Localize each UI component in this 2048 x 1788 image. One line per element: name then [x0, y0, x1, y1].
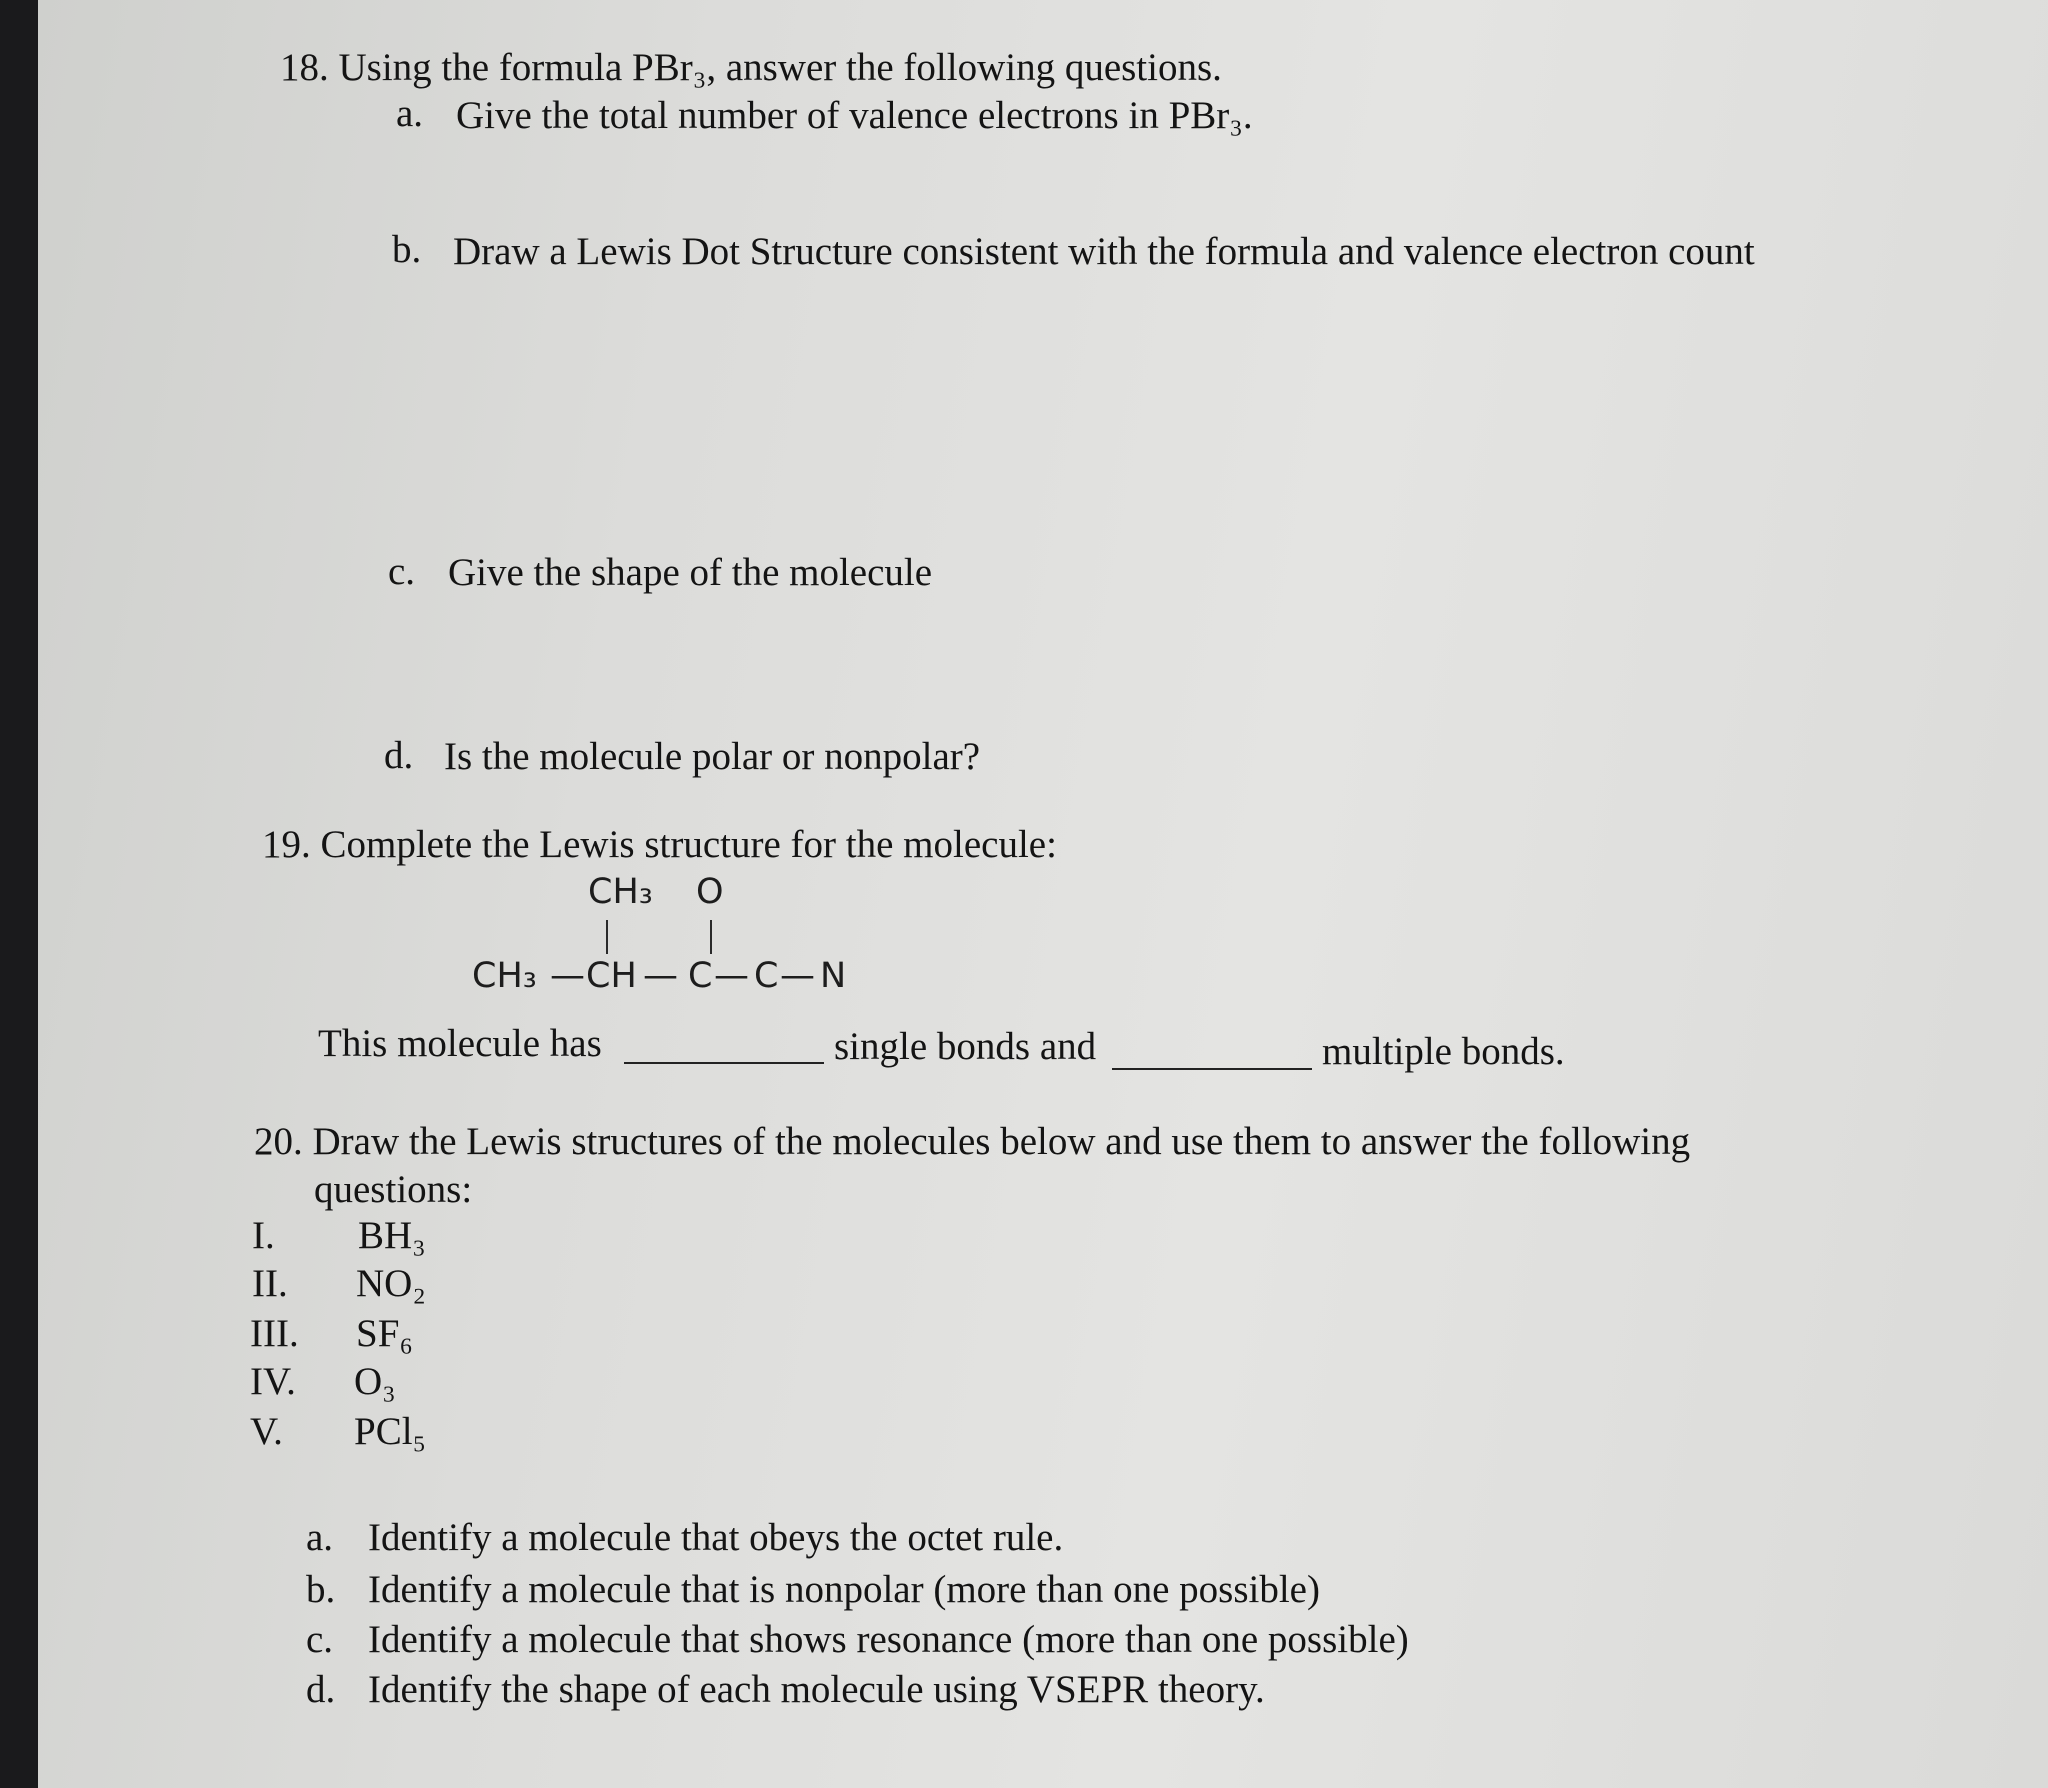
q20c-letter: c. [306, 1618, 334, 1661]
q20a-letter: a. [306, 1516, 334, 1559]
molecule-numeral-1: I. [252, 1214, 275, 1257]
multiple-bonds-blank[interactable] [1112, 1068, 1312, 1070]
q18d-text: Is the molecule polar or nonpolar? [444, 735, 981, 778]
bond-dash-3: — [714, 956, 749, 996]
q18c-text: Give the shape of the molecule [448, 551, 933, 594]
worksheet-page [38, 0, 2048, 1788]
molecule-formula-o3: O₃ [354, 1360, 396, 1403]
q19-sentence-start: This molecule has [318, 1022, 602, 1065]
chain-ch3: CH₃ [472, 956, 537, 996]
q20-title-line1: 20. Draw the Lewis structures of the molecules below and use them to answer the following [254, 1120, 1691, 1163]
q19-sentence-end: multiple bonds. [1322, 1030, 1565, 1073]
bond-dash-4: — [780, 956, 815, 996]
q20c-text: Identify a molecule that shows resonance (more than one possible) [368, 1618, 1409, 1661]
q20d-letter: d. [306, 1668, 336, 1711]
single-bonds-blank[interactable] [624, 1062, 824, 1064]
q18a-text: Give the total number of valence electrons in PBr₃. [456, 94, 1253, 137]
q18-title: 18. Using the formula PBr₃, answer the following questions. [280, 46, 1222, 89]
molecule-formula-bh3: BH₃ [358, 1214, 426, 1257]
q20b-letter: b. [306, 1568, 336, 1611]
q18b-text: Draw a Lewis Dot Structure consistent with the formula and valence electron count [453, 230, 1755, 273]
chain-carbon-2: C [754, 956, 779, 996]
bond-line-vertical-2 [710, 920, 712, 954]
q18b-letter: b. [392, 228, 422, 271]
q20b-text: Identify a molecule that is nonpolar (more than one possible) [368, 1568, 1320, 1611]
q18c-letter: c. [388, 550, 416, 593]
q18d-letter: d. [384, 734, 414, 777]
molecule-numeral-3: III. [250, 1312, 299, 1355]
chain-nitrogen: N [820, 956, 847, 996]
q19-title: 19. Complete the Lewis structure for the molecule: [262, 823, 1057, 866]
molecule-numeral-4: IV. [250, 1360, 296, 1403]
q18a-letter: a. [396, 92, 424, 135]
bond-line-vertical-1 [606, 920, 608, 954]
chain-carbon-1: C [688, 956, 713, 996]
molecule-formula-no2: NO₂ [356, 1262, 426, 1305]
q20d-text: Identify the shape of each molecule using VSEPR theory. [368, 1668, 1265, 1711]
q20-title-line2: questions: [314, 1168, 473, 1211]
top-ch3-group: CH₃ [588, 872, 653, 912]
q19-sentence-mid: single bonds and [834, 1025, 1097, 1068]
top-oxygen: O [696, 872, 724, 912]
chain-ch: CH [586, 956, 637, 996]
bond-dash-1: — [550, 956, 585, 996]
molecule-formula-pcl5: PCl₅ [354, 1410, 427, 1453]
q20a-text: Identify a molecule that obeys the octet rule. [368, 1516, 1064, 1559]
molecule-numeral-5: V. [250, 1410, 283, 1453]
molecule-formula-sf6: SF₆ [356, 1312, 413, 1355]
molecule-numeral-2: II. [252, 1262, 288, 1305]
bond-dash-2: — [643, 956, 678, 996]
